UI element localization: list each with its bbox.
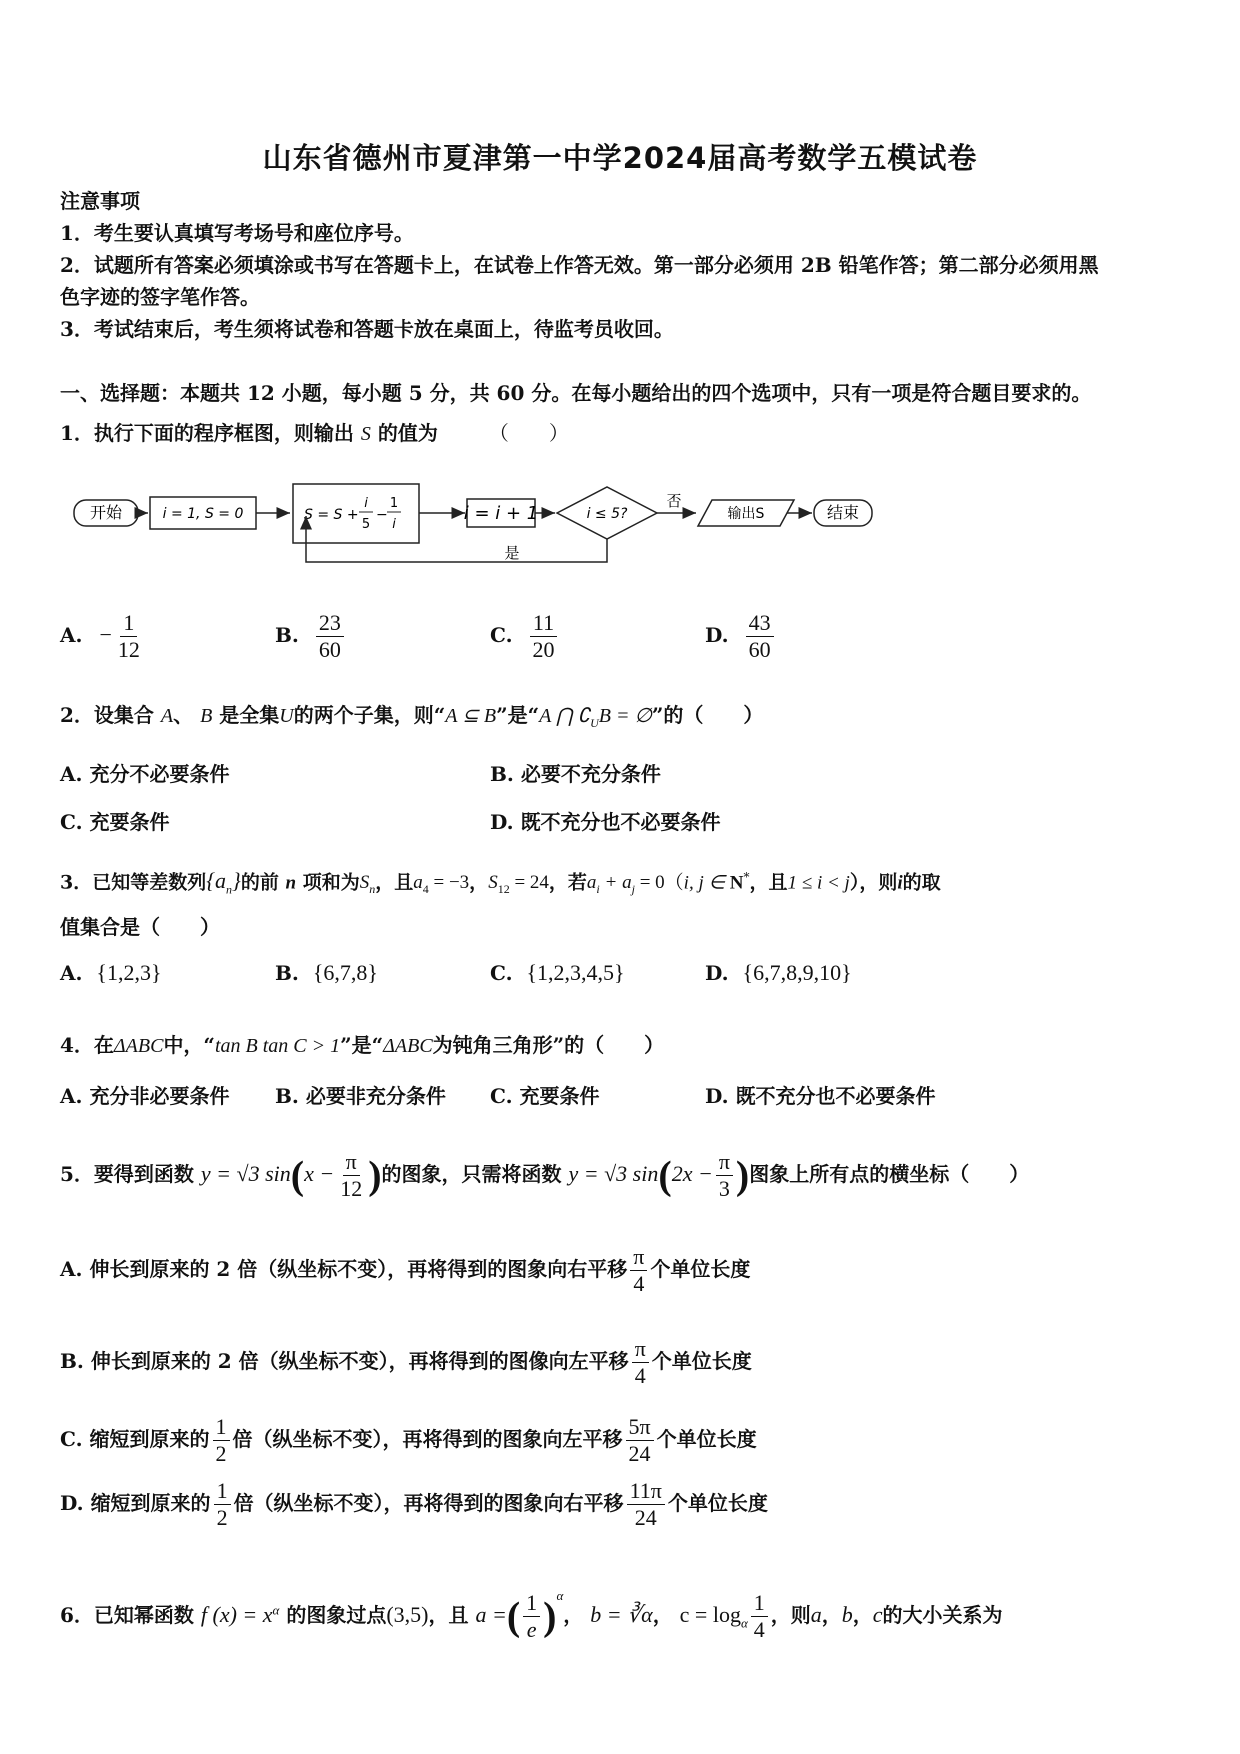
q3-option-c[interactable]: C. {1,2,3,4,5}: [490, 960, 625, 985]
q1-text-a: 1．执行下面的程序框图，则输出: [60, 421, 354, 445]
q2-option-d[interactable]: D. 既不充分也不必要条件: [490, 810, 721, 834]
q1-text-b: 的值为: [377, 421, 438, 445]
question-2-stem: 2．设集合 A、 B 是全集U的两个子集，则“A ⊆ B”是“A ⋂ $∁_UB$ = ∅”的（ ）: [60, 703, 764, 730]
question-3-stem-line2: 值集合是（ ）: [60, 915, 220, 939]
q1-answer-blank: （ ）: [488, 421, 569, 445]
flow-decision-label: i ≤ 5?: [586, 506, 628, 522]
flow-incr-label: i = i + 1: [463, 503, 539, 524]
q4-option-b[interactable]: B. 必要非充分条件: [275, 1084, 446, 1108]
q5-option-d[interactable]: D. 缩短到原来的 $\frac{1}{2}$ 倍（纵坐标不变），再将得到的图象向右平移 $\frac{11\pi}{24}$ 个单位长度: [60, 1478, 768, 1530]
flow-update-one-den: i: [392, 517, 396, 532]
flow-no-label: 否: [666, 492, 682, 510]
q1-option-d[interactable]: D. $\frac{43}{60}$: [705, 610, 777, 663]
flow-update-i-num: i: [364, 496, 368, 511]
q3-option-d[interactable]: D. {6,7,8,9,10}: [705, 960, 852, 985]
q1-option-b[interactable]: B. $\frac{23}{60}$: [275, 610, 347, 663]
question-1-stem: [60, 418, 569, 449]
q4-option-d[interactable]: D. 既不充分也不必要条件: [705, 1084, 936, 1108]
question-6-stem: 6．已知幂函数 f $(x) = x^\alpha$ 的图象过点(3,5)，且 a =( $\frac{1}{e}$ )$^\alpha$， b = ∛α， $c = \log_\alpha$ $\frac{1}{4}$ ，则a，b，c的大小关系为: [60, 1588, 1003, 1642]
flow-end-label: 结束: [826, 503, 860, 522]
q5-option-a[interactable]: A. 伸长到原来的 2 倍（纵坐标不变），再将得到的图象向右平移 $\frac{\pi}{4}$ 个单位长度: [60, 1244, 751, 1296]
flow-yes-label: 是: [504, 544, 520, 562]
flow-update-lhs: S = S +: [304, 507, 359, 523]
question-4-stem: 4．在ΔABC中，“tan B tan C > 1”是“ΔABC为钝角三角形”的（ ）: [60, 1033, 665, 1057]
q1-option-a[interactable]: A. − $\frac{1}{12}$: [60, 610, 140, 662]
flow-update-i-den: 5: [361, 517, 371, 532]
q1-option-c[interactable]: C. $\frac{11}{20}$: [490, 610, 561, 663]
flow-init-label: i = 1, S = 0: [162, 506, 244, 522]
q5-option-c[interactable]: C. 缩短到原来的 $\frac{1}{2}$ 倍（纵坐标不变），再将得到的图象向左平移 $\frac{5\pi}{24}$ 个单位长度: [60, 1414, 757, 1466]
notice-item-2b: 色字迹的签字笔作答。: [60, 285, 260, 309]
section-heading: 一、选择题：本题共 12 小题，每小题 5 分，共 60 分。在每小题给出的四个选项中，只有一项是符合题目要求的。: [60, 381, 1092, 405]
q2-option-a[interactable]: A. 充分不必要条件: [60, 762, 230, 786]
question-5-stem: 5．要得到函数 y = √3 sin(x − $\frac{\pi}{12}$ )的图象，只需将函数 y = √3 sin(2x − $\frac{\pi}{3}$ )图象上所有点的横坐标（ ）: [60, 1149, 1030, 1201]
notice-item-2a: 2．试题所有答案必须填涂或书写在答题卡上，在试卷上作答无效。第一部分必须用 2B 铅笔作答；第二部分必须用黑: [60, 253, 1099, 277]
question-3-stem: 3．已知等差数列$\{a_n\}$的前 n 项和为$S_n$，且$a_4 = -3$，$S_{12} = 24$，若$a_i + a_j = 0(i$, j ∈ N*，且1 ≤ i < j），则i的取: [60, 868, 941, 897]
q4-option-c[interactable]: C. 充要条件: [490, 1084, 600, 1108]
q5-option-b[interactable]: B. 伸长到原来的 2 倍（纵坐标不变），再将得到的图像向左平移 $\frac{\pi}{4}$ 个单位长度: [60, 1336, 752, 1388]
q3-option-a[interactable]: A. {1,2,3}: [60, 960, 162, 985]
q2-option-c[interactable]: C. 充要条件: [60, 810, 170, 834]
q2-option-b[interactable]: B. 必要不充分条件: [490, 762, 661, 786]
q3-option-b[interactable]: B. {6,7,8}: [275, 960, 378, 985]
notice-heading: 注意事项: [60, 189, 140, 213]
page-title: 山东省德州市夏津第一中学2024届高考数学五模试卷: [262, 141, 978, 175]
notice-item-3: 3．考试结束后，考生须将试卷和答题卡放在桌面上，待监考员收回。: [60, 317, 674, 341]
flow-start-label: 开始: [89, 503, 123, 522]
q1-var-s: S: [360, 423, 371, 445]
flow-update-one-num: 1: [389, 496, 399, 511]
notice-item-1: 1．考生要认真填写考场号和座位序号。: [60, 221, 414, 245]
q4-option-a[interactable]: A. 充分非必要条件: [60, 1084, 230, 1108]
flow-output-label: 输出S: [727, 506, 765, 522]
program-flowchart: [60, 478, 920, 578]
flow-update-minus: −: [376, 507, 388, 523]
